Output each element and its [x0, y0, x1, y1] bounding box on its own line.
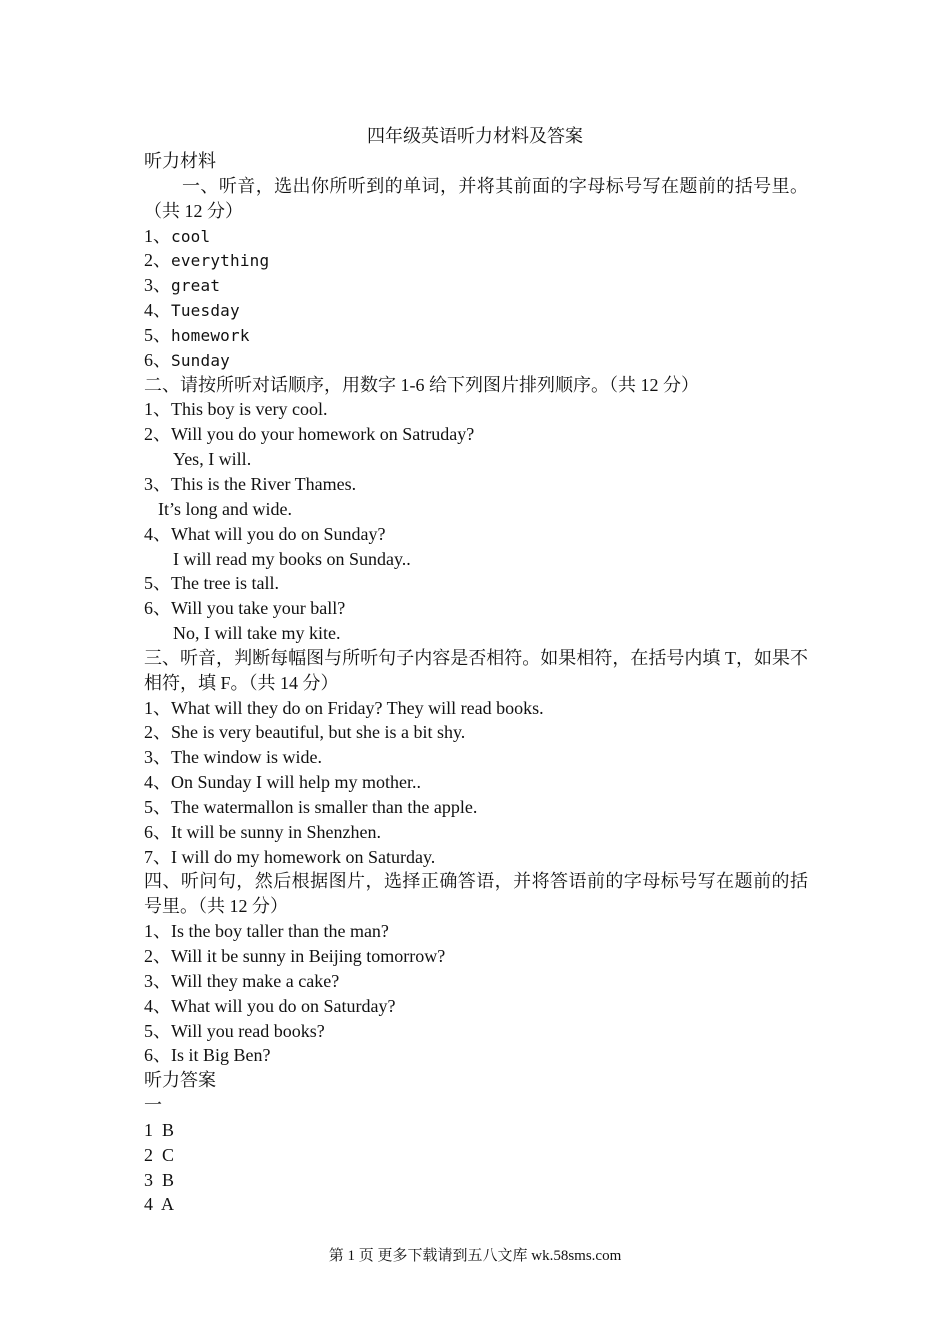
list-item: 6、Will you take your ball?	[144, 598, 346, 619]
list-item: 1、What will they do on Friday? They will read books.	[144, 697, 544, 718]
section2-heading: 二、请按所听对话顺序，用数字 1-6 给下列图片排列顺序。（共 12 分）	[144, 374, 699, 395]
list-item: 4、Tuesday	[144, 300, 240, 321]
list-item: 5、The watermallon is smaller than the apple.	[144, 796, 478, 817]
list-item-reply: I will read my books on Sunday..	[173, 548, 411, 569]
list-item: 6、It will be sunny in Shenzhen.	[144, 821, 381, 842]
list-item: 2、Will you do your homework on Satruday?	[144, 424, 475, 445]
list-item: 5、Will you read books?	[144, 1020, 325, 1041]
list-item: 1、Is the boy taller than the man?	[144, 921, 389, 942]
list-item: 4、What will you do on Saturday?	[144, 995, 396, 1016]
answer-item: 1 B	[144, 1119, 175, 1140]
list-item: 5、homework	[144, 324, 250, 345]
list-item: 6、Is it Big Ben?	[144, 1045, 271, 1066]
list-item: 7、I will do my homework on Saturday.	[144, 846, 436, 867]
list-item: 4、On Sunday I will help my mother..	[144, 772, 421, 793]
section1-heading: 一、听音，选出你所听到的单词，并将其前面的字母标号写在题前的括号里。（共 12 分）	[144, 175, 808, 221]
list-item: 2、Will it be sunny in Beijing tomorrow?	[144, 946, 446, 966]
document-title: 四年级英语听力材料及答案	[367, 126, 583, 146]
answer-item: 3 B	[144, 1169, 175, 1190]
list-item: 3、Will they make a cake?	[144, 970, 340, 991]
list-item: 1、This boy is very cool.	[144, 399, 328, 420]
list-item: 4、What will you do on Sunday?	[144, 523, 386, 544]
answer-item: 4 A	[144, 1194, 175, 1215]
list-item: 3、This is the River Thames.	[144, 473, 357, 494]
list-item-reply: No, I will take my kite.	[173, 623, 341, 644]
list-item: 5、The tree is tall.	[144, 573, 279, 594]
list-item: 3、great	[144, 275, 221, 296]
list-item: 3、The window is wide.	[144, 747, 322, 768]
list-item: 6、Sunday	[144, 349, 230, 370]
list-item: 2、She is very beautiful, but she is a bit shy.	[144, 722, 466, 743]
list-item: 2、everything	[144, 250, 270, 271]
answer-item: 2 C	[144, 1144, 175, 1165]
answers-part-label: 一	[144, 1095, 162, 1116]
section4-heading: 四、听问句，然后根据图片，选择正确答语，并将答语前的字母标号写在题前的括号里。（共 12 分）	[144, 871, 808, 917]
page-footer: 第 1 页 更多下载请到五八文库 wk.58sms.com	[328, 1248, 622, 1264]
list-item-reply: Yes, I will.	[173, 449, 252, 470]
list-item-reply: It’s long and wide.	[158, 498, 292, 519]
document-body	[144, 149, 808, 1217]
material-heading: 听力材料	[144, 151, 216, 171]
answers-heading: 听力答案	[144, 1070, 216, 1091]
list-item: 1、cool	[144, 225, 211, 246]
section3-heading: 三、听音，判断每幅图与所听句子内容是否相符。如果相符，在括号内填 T，如果不相符，填 F。（共 14 分）	[144, 647, 808, 693]
